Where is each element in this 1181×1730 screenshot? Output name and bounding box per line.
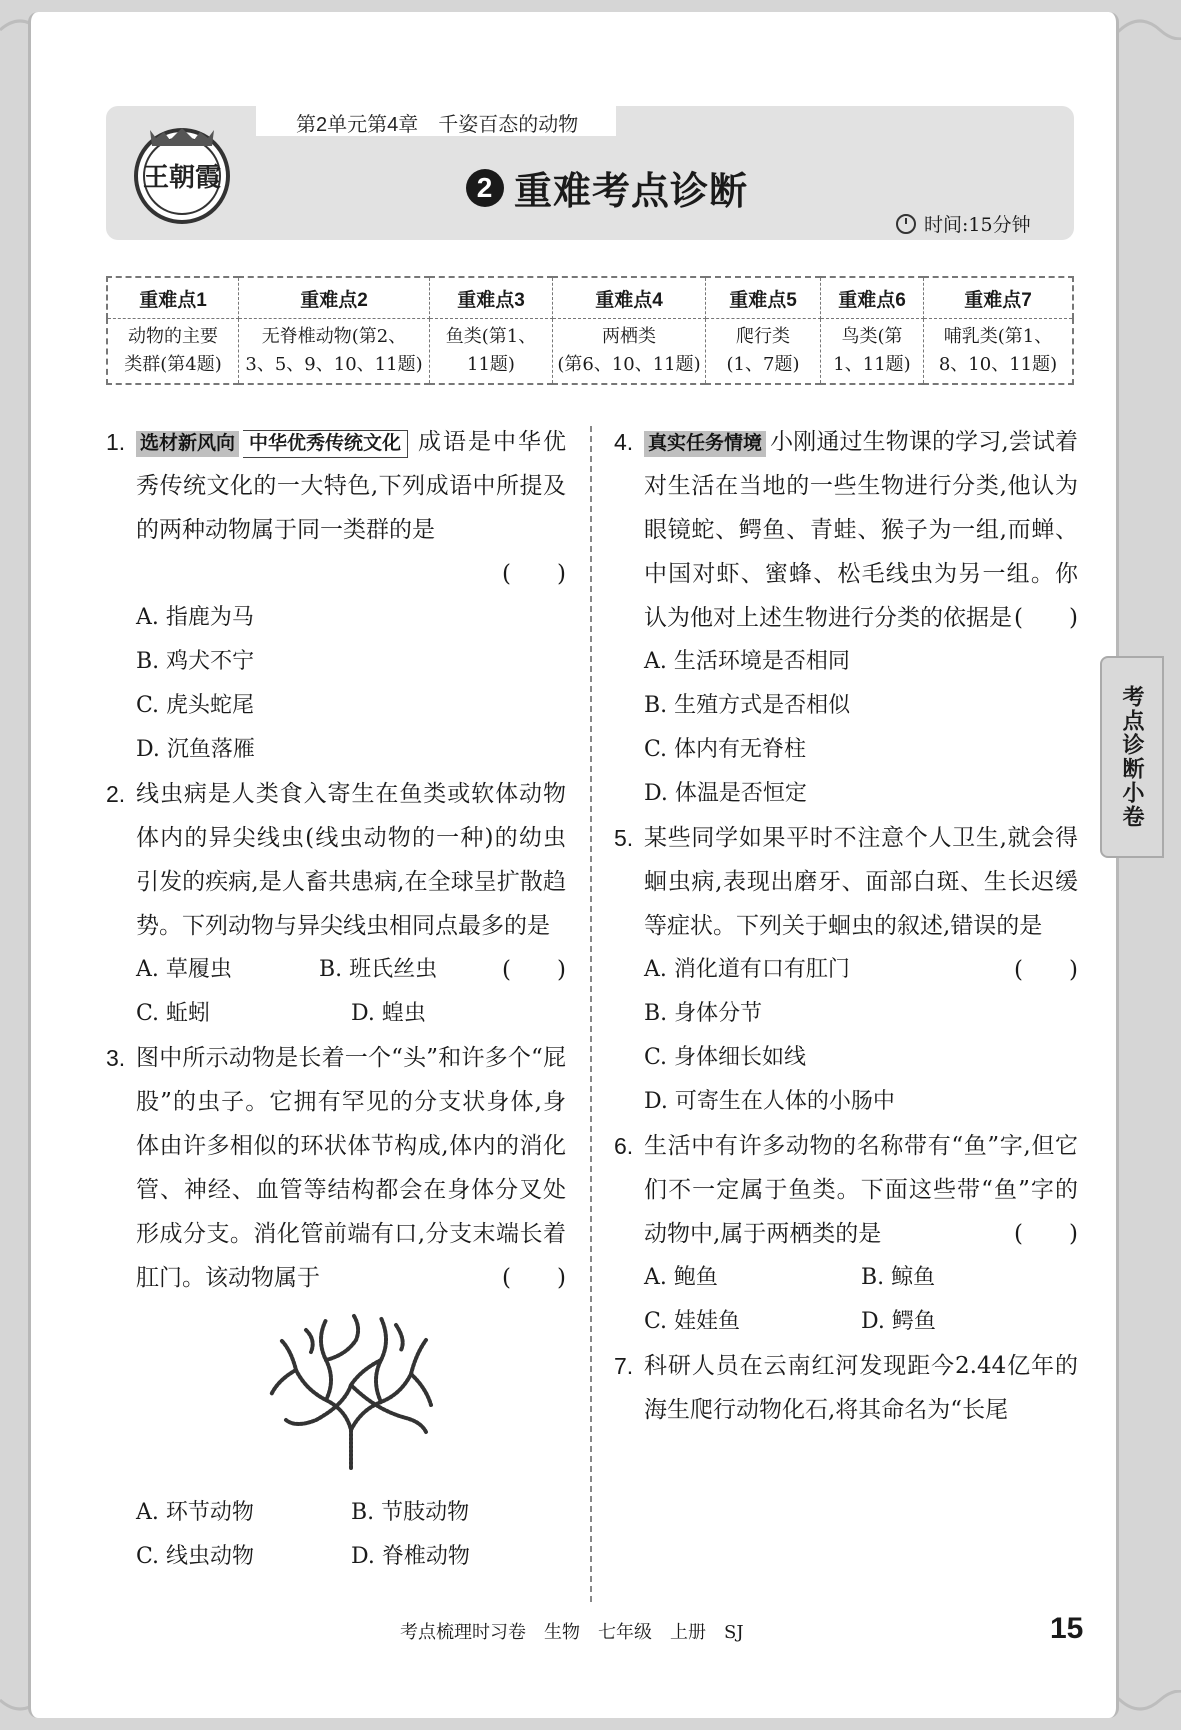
option[interactable]: D. 蝗虫 — [351, 1001, 426, 1026]
option[interactable]: C. 体内有无脊柱 — [644, 737, 807, 762]
svg-text:王朝霞: 王朝霞 — [142, 163, 222, 193]
option[interactable]: A. 指鹿为马 — [136, 605, 254, 630]
keypoint-cell — [553, 319, 706, 385]
options-row — [644, 1300, 1078, 1344]
question-4 — [614, 420, 1078, 816]
side-tab[interactable]: 考点诊断小卷 — [1100, 656, 1164, 858]
question-stem: 科研人员在云南红河发现距今2.44亿年的海生爬行动物化石,将其命名为“长尾 — [644, 1353, 1078, 1423]
keypoint-line: 动物的主要 — [128, 326, 218, 347]
chapter-heading: 第2单元第4章 千姿百态的动物 — [296, 114, 579, 136]
stem-text: 华优秀传统文化的一大特色,下列成语中所提及的两种动物属于同一类群的是 — [136, 429, 567, 543]
option[interactable]: C. 蚯蚓 — [136, 1001, 211, 1026]
option[interactable]: C. 身体细长如线 — [644, 1045, 807, 1070]
keypoint-cell — [821, 319, 924, 385]
keypoint-line: (1、7题) — [726, 354, 800, 375]
answer-blank[interactable]: ( ) — [502, 957, 566, 983]
option[interactable]: B. 生殖方式是否相似 — [644, 693, 851, 718]
option[interactable]: A. 环节动物 — [136, 1500, 254, 1525]
keypoint-line: 爬行类 — [736, 326, 790, 347]
column-divider — [590, 426, 592, 1602]
keypoint-header: 重难点1 — [107, 277, 239, 319]
question-number: 7. — [614, 1353, 634, 1379]
keypoint-line: 无脊椎动物(第2、 — [261, 326, 407, 347]
question-1 — [106, 420, 566, 772]
question-stem — [136, 420, 566, 596]
question-number: 6. — [614, 1133, 634, 1159]
branching-worm-figure — [266, 1310, 436, 1470]
question-2 — [106, 772, 566, 1036]
time-limit — [896, 210, 1031, 237]
clock-icon — [896, 214, 916, 234]
answer-blank[interactable]: ( ) — [1014, 957, 1078, 983]
section-number-badge: 2 — [466, 169, 504, 207]
question-stem — [136, 1036, 566, 1300]
page-number: 15 — [1050, 1612, 1084, 1645]
keypoints-body-row — [107, 319, 1073, 385]
option[interactable]: A. 生活环境是否相同 — [644, 649, 850, 674]
keypoint-line: 1、11题) — [833, 354, 911, 375]
stem-text: 生活中有许多动物的名称带有“鱼”字,但它们不一定属于鱼类。下面这些带“鱼”字的动物中,属于两栖类的是 — [644, 1133, 1078, 1247]
keypoint-line: 3、5、9、10、11题) — [245, 354, 423, 375]
tag-new-direction: 选材新风向 — [136, 431, 239, 457]
publisher-logo — [120, 112, 244, 232]
question-stem — [644, 1124, 1078, 1256]
keypoint-line: 11题) — [467, 354, 515, 375]
stem-text: 图中所示动物是长着一个“头”和许多个“屁股”的虫子。它拥有罕见的分支状身体,身体由许多相似的环状体节构成,体内的消化管、神经、血管等结构都会在身体分叉处形成分支。消化管前端有口,分支末端长着肛门。该动物属于 — [136, 1045, 566, 1291]
options-row — [136, 1491, 566, 1535]
answer-blank[interactable]: ( ) — [1014, 605, 1078, 631]
options-row — [136, 992, 566, 1036]
keypoint-line: 鸟类(第 — [841, 326, 903, 347]
option[interactable]: B. 班氏丝虫 — [319, 957, 438, 982]
keypoint-header: 重难点7 — [924, 277, 1074, 319]
keypoint-header: 重难点5 — [706, 277, 821, 319]
stem-text: 某些同学如果平时不注意个人卫生,就会得蛔虫病,表现出磨牙、面部白斑、生长迟缓等症状。下列关于蛔虫的叙述,错误的是 — [644, 825, 1078, 939]
option[interactable]: C. 线虫动物 — [136, 1544, 255, 1569]
keypoint-cell — [706, 319, 821, 385]
keypoint-header: 重难点3 — [430, 277, 553, 319]
question-number: 3. — [106, 1045, 126, 1071]
options-row — [136, 948, 502, 992]
answer-blank[interactable]: ( ) — [502, 1265, 566, 1291]
keypoint-header: 重难点6 — [821, 277, 924, 319]
keypoint-line: 类群(第4题) — [124, 354, 222, 375]
option[interactable]: A. 鲍鱼 — [644, 1265, 718, 1290]
keypoint-line: (第6、10、11题) — [557, 354, 701, 375]
keypoint-cell — [924, 319, 1074, 385]
option[interactable]: A. 消化道有口有肛门 — [644, 957, 850, 982]
stem-text: 成语是中 — [416, 429, 519, 455]
keypoints-table — [106, 276, 1074, 385]
section-title-text: 重难考点诊断 — [514, 171, 749, 213]
question-number: 1. — [106, 429, 126, 455]
question-number: 4. — [614, 429, 634, 455]
answer-blank[interactable]: ( ) — [502, 561, 566, 587]
keypoint-cell — [239, 319, 430, 385]
time-limit-text: 时间:15分钟 — [924, 214, 1031, 236]
option[interactable]: B. 身体分节 — [644, 1001, 763, 1026]
option[interactable]: B. 鲸鱼 — [861, 1265, 936, 1290]
keypoint-header: 重难点4 — [553, 277, 706, 319]
tag-real-task: 真实任务情境 — [644, 431, 766, 457]
tag-traditional-culture: 中华优秀传统文化 — [243, 430, 408, 458]
keypoint-line: 鱼类(第1、 — [445, 326, 537, 347]
option[interactable]: D. 可寄生在人体的小肠中 — [644, 1089, 895, 1114]
stem-text: 小刚通过生物课的学习,尝试着对生活在当地的一些生物进行分类,他认为眼镜蛇、鳄鱼、青蛙、猴子为一组,而蝉、中国对虾、蜜蜂、松毛线虫为另一组。你认为他对上述生物进行分类的依据是 — [644, 429, 1078, 631]
keypoint-header: 重难点2 — [239, 277, 430, 319]
keypoint-line: 两栖类 — [602, 326, 656, 347]
option[interactable]: A. 草履虫 — [136, 957, 232, 982]
footer-text: 考点梳理时习卷 生物 七年级 上册 SJ — [400, 1622, 744, 1643]
question-6 — [614, 1124, 1078, 1344]
answer-blank[interactable]: ( ) — [1014, 1221, 1078, 1247]
keypoint-cell — [107, 319, 239, 385]
options-row — [136, 1535, 566, 1579]
options-row — [644, 1256, 1078, 1300]
question-3 — [106, 1036, 566, 1579]
keypoints-header-row — [107, 277, 1073, 319]
question-stem — [644, 420, 1078, 640]
option[interactable]: B. 鸡犬不宁 — [136, 649, 255, 674]
stem-text: 线虫病是人类食入寄生在鱼类或软体动物体内的异尖线虫(线虫动物的一种)的幼虫引发的疾病,是人畜共患病,在全球呈扩散趋势。下列动物与异尖线虫相同点最多的是 — [136, 781, 566, 939]
option[interactable]: D. 鳄鱼 — [861, 1309, 936, 1334]
option[interactable]: D. 脊椎动物 — [351, 1544, 470, 1569]
option[interactable]: C. 虎头蛇尾 — [136, 693, 255, 718]
option[interactable]: C. 娃娃鱼 — [644, 1309, 741, 1334]
question-number: 2. — [106, 781, 126, 807]
keypoint-line: 哺乳类(第1、 — [943, 326, 1053, 347]
question-5 — [614, 816, 1078, 1124]
option[interactable]: B. 节肢动物 — [351, 1500, 470, 1525]
right-column — [614, 420, 1078, 1432]
keypoint-line: 8、10、11题) — [938, 354, 1058, 375]
question-number: 5. — [614, 825, 634, 851]
option[interactable]: D. 沉鱼落雁 — [136, 737, 255, 762]
left-column — [106, 420, 566, 1579]
option[interactable]: D. 体温是否恒定 — [644, 781, 807, 806]
section-title — [466, 160, 748, 215]
question-7 — [614, 1344, 1078, 1432]
keypoint-cell — [430, 319, 553, 385]
